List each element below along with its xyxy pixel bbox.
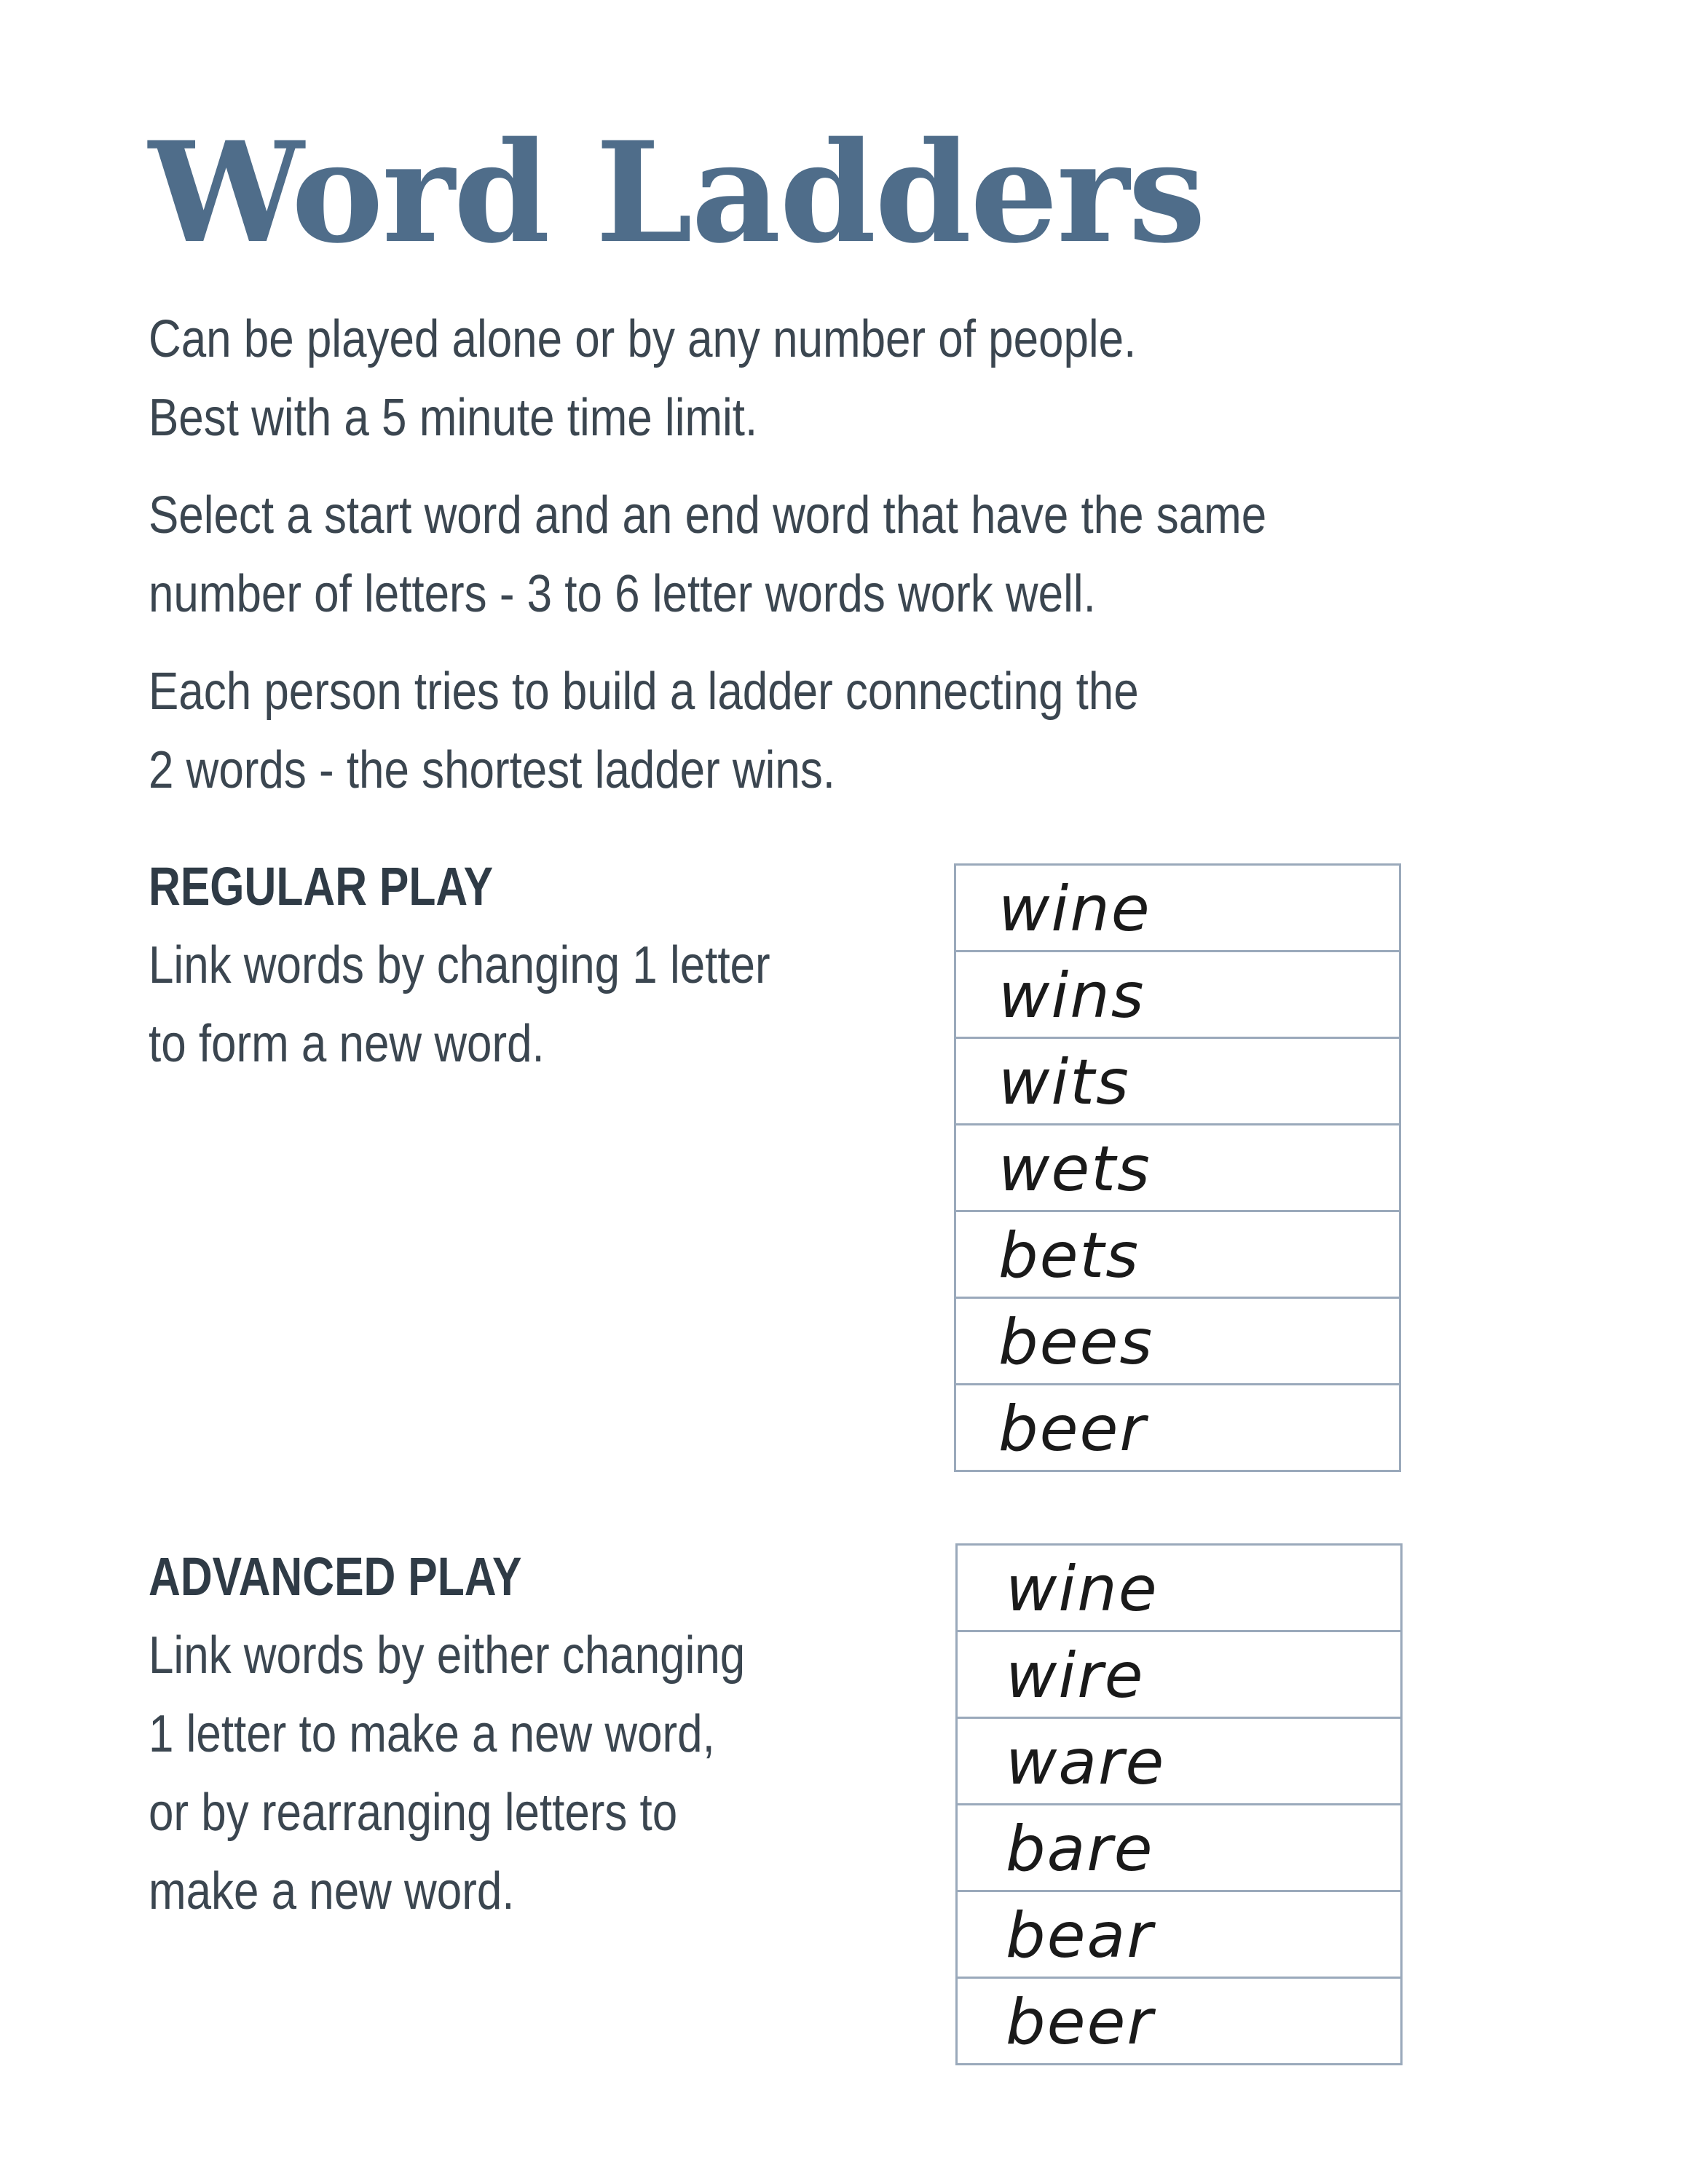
intro-line: Best with a 5 minute time limit. [149, 389, 758, 447]
intro-paragraph-3 [149, 652, 1139, 810]
ladder-word: ware [1006, 1726, 1166, 1799]
advanced-ladder [955, 1543, 1403, 2065]
ladder-word: wire [1006, 1639, 1145, 1712]
intro-line: Select a start word and an end word that have the same [149, 486, 1267, 545]
ladder-word: bets [998, 1219, 1140, 1292]
advanced-line: or by rearranging letters to [149, 1784, 678, 1842]
intro-line: Can be played alone or by any number of people. [149, 310, 1137, 368]
ladder-word: wine [998, 873, 1151, 946]
ladder-word: bear [1006, 1899, 1154, 1972]
intro-line: number of letters - 3 to 6 letter words work well. [149, 565, 1096, 623]
ladder-rung [956, 1299, 1399, 1385]
advanced-play-heading: ADVANCED PLAY [149, 1546, 522, 1607]
ladder-rung [956, 866, 1399, 952]
page-title: Word Ladders [149, 111, 1205, 274]
advanced-play-text [149, 1616, 745, 1931]
intro-line: Each person tries to build a ladder connecting the [149, 662, 1139, 721]
regular-ladder [954, 863, 1401, 1472]
ladder-rung [958, 1632, 1400, 1719]
ladder-word: bees [998, 1306, 1154, 1379]
ladder-rung [956, 1385, 1399, 1472]
ladder-rung [956, 1039, 1399, 1125]
ladder-word: wins [998, 960, 1145, 1032]
advanced-line: make a new word. [149, 1862, 515, 1920]
intro-paragraph-2 [149, 476, 1266, 633]
ladder-word: beer [998, 1393, 1147, 1465]
intro-paragraph-1 [149, 300, 1136, 457]
regular-line: Link words by changing 1 letter [149, 936, 770, 994]
ladder-word: bare [1006, 1813, 1154, 1886]
advanced-line: 1 letter to make a new word, [149, 1705, 715, 1763]
ladder-rung [958, 1979, 1400, 2065]
ladder-word: wets [998, 1133, 1151, 1206]
intro-line: 2 words - the shortest ladder wins. [149, 741, 835, 799]
ladder-rung [956, 952, 1399, 1039]
ladder-rung [958, 1805, 1400, 1892]
regular-play-heading: REGULAR PLAY [149, 856, 494, 917]
ladder-rung [956, 1212, 1399, 1299]
ladder-rung [958, 1719, 1400, 1805]
ladder-word: beer [1006, 1986, 1154, 2059]
ladder-rung [958, 1892, 1400, 1979]
ladder-rung [958, 1546, 1400, 1632]
advanced-line: Link words by either changing [149, 1626, 746, 1685]
regular-line: to form a new word. [149, 1015, 545, 1073]
ladder-word: wits [998, 1046, 1130, 1119]
regular-play-text [149, 926, 770, 1083]
ladder-word: wine [1006, 1553, 1159, 1626]
ladder-rung [956, 1125, 1399, 1212]
